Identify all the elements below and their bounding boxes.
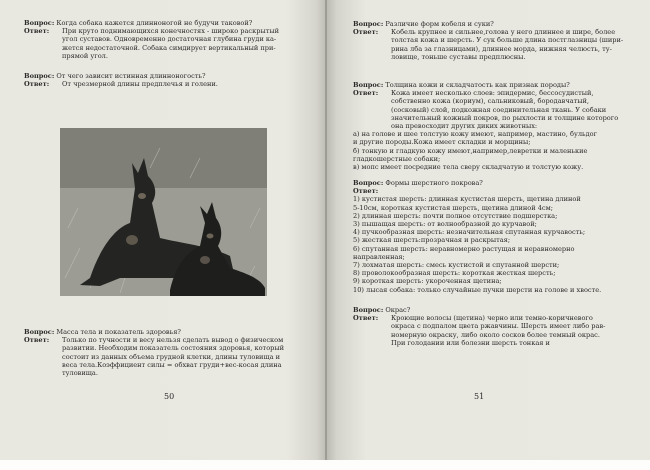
question-label: Вопрос:	[353, 20, 384, 28]
question-label: Вопрос:	[24, 19, 55, 27]
question-label: Вопрос:	[353, 179, 384, 187]
list-item: гладкошерстные собаки;	[353, 154, 441, 163]
answer-line: она превосходит других диких животных:	[391, 122, 538, 131]
answer-text	[391, 314, 645, 347]
answer-label: Ответ:	[353, 28, 379, 37]
answer-line: Кобель крупнее и сильнее,голова у него длиннее и шире, более	[391, 28, 616, 37]
answer-line: (сосковый) слой, подкожная соединительная ткань. У собаки	[391, 105, 607, 114]
answer-line: состоит из данных объема грудной клетки, длины туловища и	[62, 352, 280, 361]
question-text: Когда собака кажется длинноногой не будучи таковой?	[56, 19, 253, 27]
answer-line: Кроющие волосы (щетина) черно или темно-коричневого	[391, 314, 593, 323]
question-text: Толщина кожи и складчатость как признак породы?	[385, 81, 570, 89]
answer-line: жется недостаточной. Собака симдирует вертикальный при-	[62, 43, 276, 52]
answer-line: рина лба за глазницами), длиннее морда, нижняя челюсть, ту-	[391, 44, 612, 53]
left-page	[0, 0, 326, 462]
answer-text	[391, 28, 643, 61]
list-item: в) мопс имеет посредние тела сверу складчатую и толстую кожу.	[353, 163, 584, 172]
list-item: 10) лысая собака: только случайные пучки шерсти на голове и хвосте.	[353, 285, 602, 294]
list-item: 4) пучкообразная шерсть: незначительная спутанная курчавость;	[353, 228, 586, 237]
question-label: Вопрос:	[24, 72, 55, 80]
answer-label: Ответ:	[24, 336, 50, 345]
answer-line: При голодании или болезни шерсть тонкая и	[391, 338, 550, 347]
list-item: б) тонкую и гладкую кожу имеют,например,левретки и маленькие	[353, 146, 588, 155]
answer-text	[62, 336, 319, 377]
page-number: 51	[474, 392, 485, 401]
answer-line: Кожа имеет несколько слоев: эпидермис, бессосудистый,	[391, 89, 594, 98]
answer-line: угол суставов. Одновременно достаточная глубина груди ка-	[62, 35, 277, 44]
answer-text: От чрезмерной длины предплечья и голени.	[62, 80, 218, 89]
answer-line: При круто поднимающихся конечностях - широко раскрытый	[62, 27, 279, 36]
list-item: 2) длинная шерсть: почти полное отсутствие подшерстка;	[353, 211, 558, 220]
answer-line: Только по тучности и весу нельзя сделать вывод о физическом	[62, 336, 284, 345]
question-label: Вопрос:	[353, 81, 384, 89]
qa-block-skin	[353, 81, 643, 171]
list-item: 9) короткая шерсть: укороченная щетина;	[353, 277, 502, 286]
list-item: 5) жесткая шерсть:прозрачная и раскрытая;	[353, 236, 511, 245]
page-number: 50	[164, 392, 175, 401]
question-text: Различие форм кобеля и суки?	[385, 20, 494, 28]
qa-block-body-mass	[24, 328, 319, 377]
list-item: 7) лохматая шерсть: смесь кустистой и спутанной шерсти;	[353, 261, 560, 270]
qa-block-true-long-legged	[24, 72, 314, 88]
question-label: Вопрос:	[24, 328, 55, 336]
answer-line: номерную окраску, либо около сосков более темный окрас.	[391, 330, 600, 339]
answer-label: Ответ:	[24, 80, 50, 89]
answer-line: ловище, тоньше суставы предплюсны.	[391, 52, 526, 61]
dobermans-photo	[60, 128, 267, 296]
answer-line: собственно кожа (кориум), сальниковый, бородавчатый,	[391, 97, 590, 106]
list-item: 8) проволокообразная шерсть: короткая жесткая шерсть;	[353, 269, 556, 278]
answer-line: значительный кожный покров, по рыхлости и толщине которого	[391, 113, 619, 122]
list-item: а) на голове и шее толстую кожу имеют, например, мастино, бульдог	[353, 130, 598, 139]
question-label: Вопрос:	[353, 306, 384, 314]
question-text: Формы шерстного покрова?	[385, 179, 483, 187]
answer-line: туловища.	[62, 369, 98, 378]
list-item: 5-10см, короткая кустистая шерсть, щетина длиной 4см;	[353, 203, 553, 212]
page-bottom-edge	[0, 460, 650, 470]
answer-label: Ответ:	[353, 314, 379, 323]
list-item: 6) спутанная шерсть: неравномерно растущая и неравномерно	[353, 244, 575, 253]
answer-text	[62, 27, 314, 60]
answer-label: Ответ:	[353, 89, 379, 98]
question-text: Окрас?	[385, 306, 411, 314]
list-item: 3) пышащая шерсть: от волнообразной до курчавой;	[353, 220, 537, 229]
qa-block-sex-differences	[353, 20, 643, 61]
answer-line: толстая кожа и шерсть. У сук больше длина постглазницы (шири-	[391, 36, 624, 45]
list-item: и другие породы.Кожа имеет складки и морщины;	[353, 138, 531, 147]
qa-block-long-legged	[24, 19, 314, 60]
answer-line: развитии. Необходим показатель состояния здоровья, который	[62, 344, 285, 353]
answer-label: Ответ:	[24, 27, 50, 36]
qa-block-coat-forms	[353, 179, 645, 294]
answer-label: Ответ:	[353, 187, 379, 196]
dogs-illustration	[60, 128, 267, 296]
list-item: 1) кустистая шерсть: длинная кустистая шерсть, щетина длиной	[353, 195, 581, 204]
list-item: направленная;	[353, 252, 405, 261]
question-text: Масса тела и показатель здоровья?	[56, 328, 181, 336]
qa-block-color	[353, 306, 645, 347]
answer-line: прямой угол.	[62, 51, 108, 60]
answer-line: веса тела.Коэффициент силы = обхват груди+вес-косая длина	[62, 360, 282, 369]
right-page	[327, 0, 650, 462]
answer-text	[391, 89, 643, 130]
answer-line: окраса с подпалом цвета ржавчины. Шерсть имеет либо рав-	[391, 322, 606, 331]
question-text: От чего зависит истинная длинноногость?	[56, 72, 206, 80]
